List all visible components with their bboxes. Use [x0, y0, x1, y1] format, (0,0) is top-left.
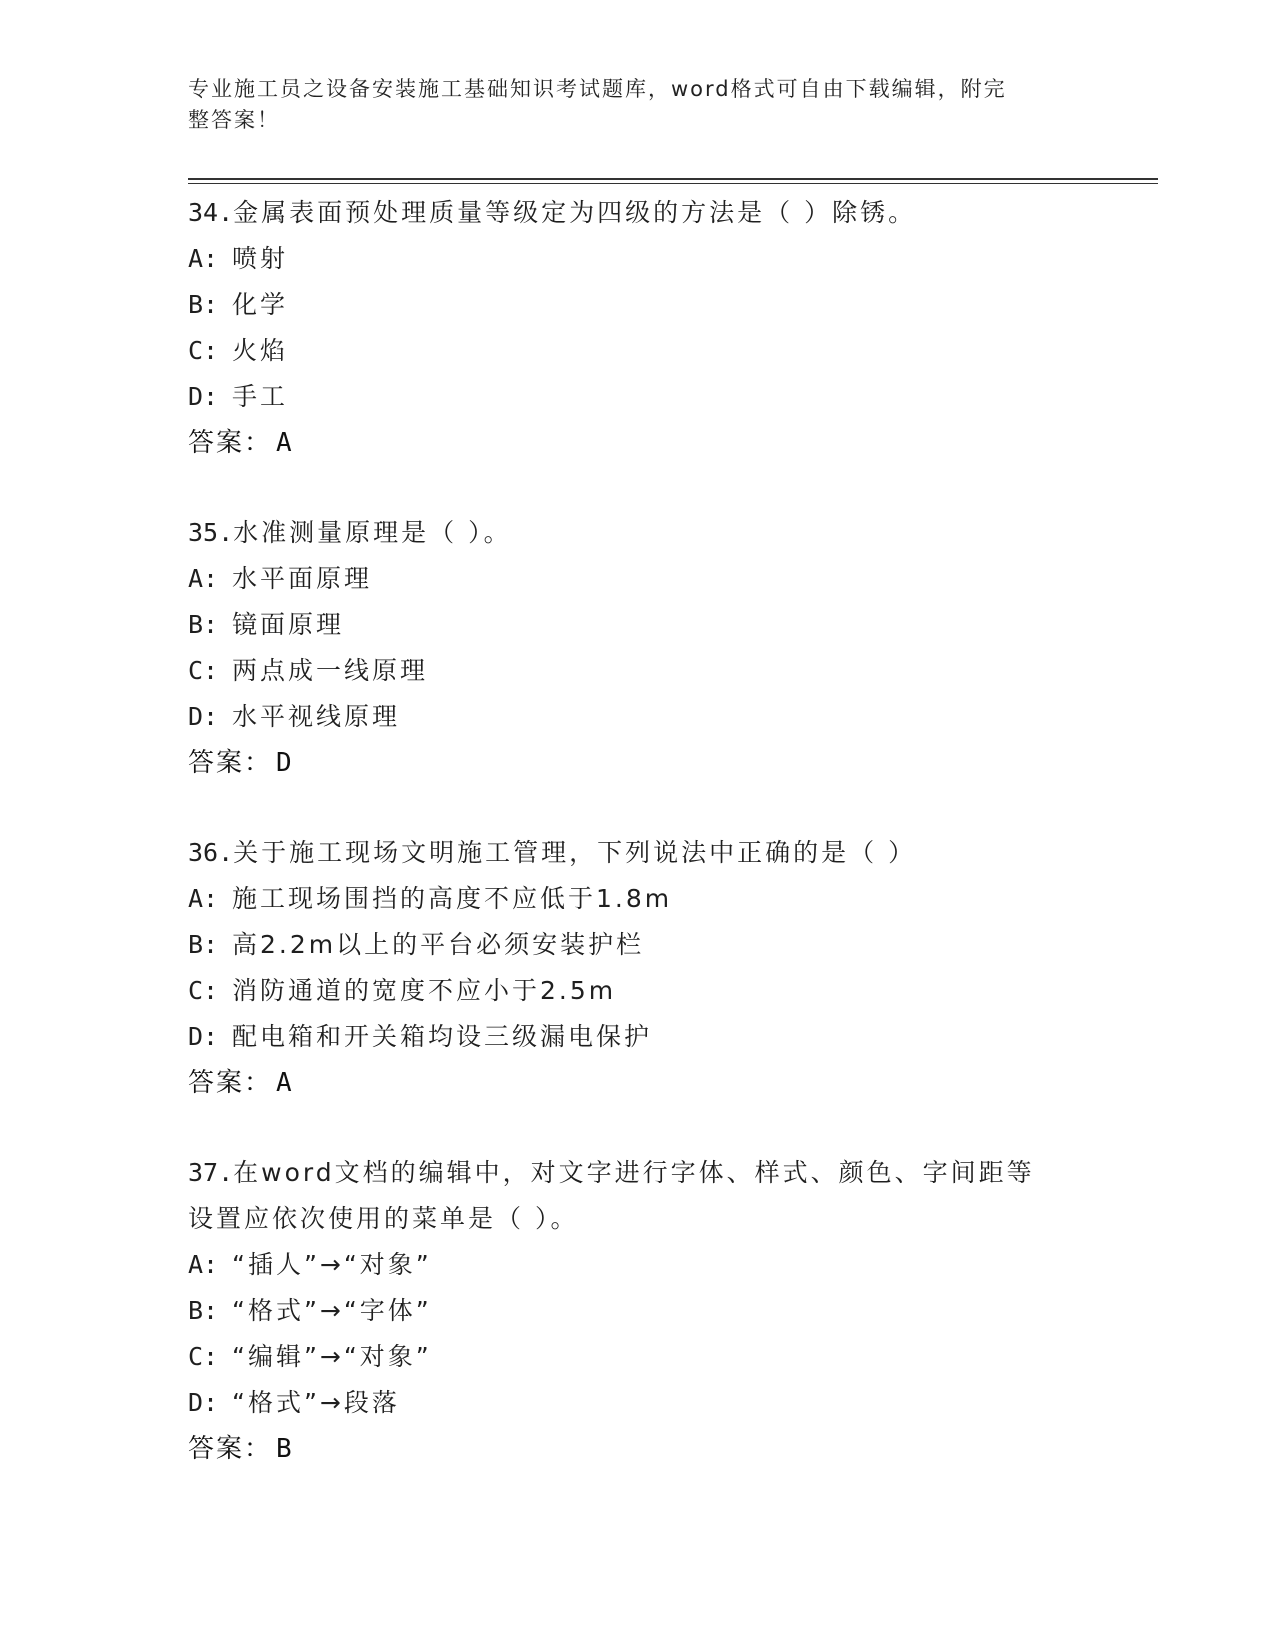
option-text: “编辑”→“对象” [232, 1342, 432, 1371]
option-key: A: [188, 1250, 219, 1279]
option-a [188, 1242, 1148, 1288]
option-text: 施工现场围挡的高度不应低于1.8m [232, 884, 673, 913]
option-text: 火焰 [232, 336, 289, 365]
option-text: 化学 [232, 290, 289, 319]
option-key: D: [188, 702, 219, 731]
header-line-2: 整答案！ [188, 108, 280, 132]
option-key: D: [188, 382, 219, 411]
option-b [188, 282, 1148, 328]
option-d [188, 374, 1148, 420]
option-c [188, 1334, 1148, 1380]
option-key: B: [188, 1296, 219, 1325]
question-number: 35. [188, 518, 234, 547]
question-number: 34. [188, 198, 234, 227]
answer-value: A [276, 428, 294, 458]
question-36 [188, 830, 1148, 1106]
option-text: 两点成一线原理 [232, 656, 429, 685]
question-text: 金属表面预处理质量等级定为四级的方法是（ ）除锈。 [233, 198, 917, 227]
option-d [188, 1014, 1148, 1060]
option-text: 水平视线原理 [232, 702, 401, 731]
answer-label: 答案： [188, 428, 273, 458]
question-35 [188, 510, 1148, 786]
answer-line [188, 1426, 1148, 1472]
option-d [188, 1380, 1148, 1426]
option-key: A: [188, 244, 219, 273]
option-key: C: [188, 976, 219, 1005]
question-34 [188, 190, 1148, 466]
option-c [188, 328, 1148, 374]
option-key: B: [188, 290, 219, 319]
option-text: “插人”→“对象” [232, 1250, 432, 1279]
question-stem [188, 830, 1148, 876]
option-c [188, 648, 1148, 694]
answer-value: D [276, 748, 294, 778]
option-text: “格式”→段落 [232, 1388, 400, 1417]
option-key: C: [188, 1342, 219, 1371]
answer-value: A [276, 1068, 294, 1098]
option-key: C: [188, 656, 219, 685]
answer-line [188, 740, 1148, 786]
header-divider-thin [188, 183, 1158, 184]
answer-value: B [276, 1434, 294, 1464]
option-b [188, 1288, 1148, 1334]
option-key: A: [188, 884, 219, 913]
question-text: 关于施工现场文明施工管理，下列说法中正确的是（ ） [233, 838, 917, 867]
option-text: 手工 [232, 382, 289, 411]
option-text: “格式”→“字体” [232, 1296, 432, 1325]
question-text: 水准测量原理是（ ）。 [233, 518, 512, 547]
option-b [188, 922, 1148, 968]
option-text: 喷射 [232, 244, 289, 273]
option-text: 高2.2m以上的平台必须安装护栏 [232, 930, 645, 959]
question-text: 在word文档的编辑中，对文字进行字体、样式、颜色、字间距等 [233, 1158, 1035, 1187]
option-text: 水平面原理 [232, 564, 373, 593]
option-d [188, 694, 1148, 740]
option-key: D: [188, 1022, 219, 1051]
option-c [188, 968, 1148, 1014]
option-key: B: [188, 930, 219, 959]
question-stem [188, 190, 1148, 236]
answer-label: 答案： [188, 1434, 273, 1464]
question-37 [188, 1150, 1148, 1472]
option-a [188, 236, 1148, 282]
question-stem [188, 1150, 1148, 1196]
option-text: 配电箱和开关箱均设三级漏电保护 [232, 1022, 653, 1051]
option-key: D: [188, 1388, 219, 1417]
answer-label: 答案： [188, 748, 273, 778]
answer-line [188, 1060, 1148, 1106]
answer-label: 答案： [188, 1068, 273, 1098]
question-number: 36. [188, 838, 234, 867]
question-stem [188, 510, 1148, 556]
option-a [188, 876, 1148, 922]
answer-line [188, 420, 1148, 466]
option-key: C: [188, 336, 219, 365]
question-stem-continued: 设置应依次使用的菜单是（ ）。 [188, 1204, 579, 1233]
option-text: 镜面原理 [232, 610, 345, 639]
option-key: B: [188, 610, 219, 639]
question-list [188, 190, 1148, 1472]
option-key: A: [188, 564, 219, 593]
header-divider-thick [188, 178, 1158, 180]
option-text: 消防通道的宽度不应小于2.5m [232, 976, 617, 1005]
option-b [188, 602, 1148, 648]
question-number: 37. [188, 1158, 234, 1187]
header-line-1: 专业施工员之设备安装施工基础知识考试题库，word格式可自由下载编辑，附完 [188, 77, 1007, 101]
option-a [188, 556, 1148, 602]
document-header [188, 74, 1068, 136]
